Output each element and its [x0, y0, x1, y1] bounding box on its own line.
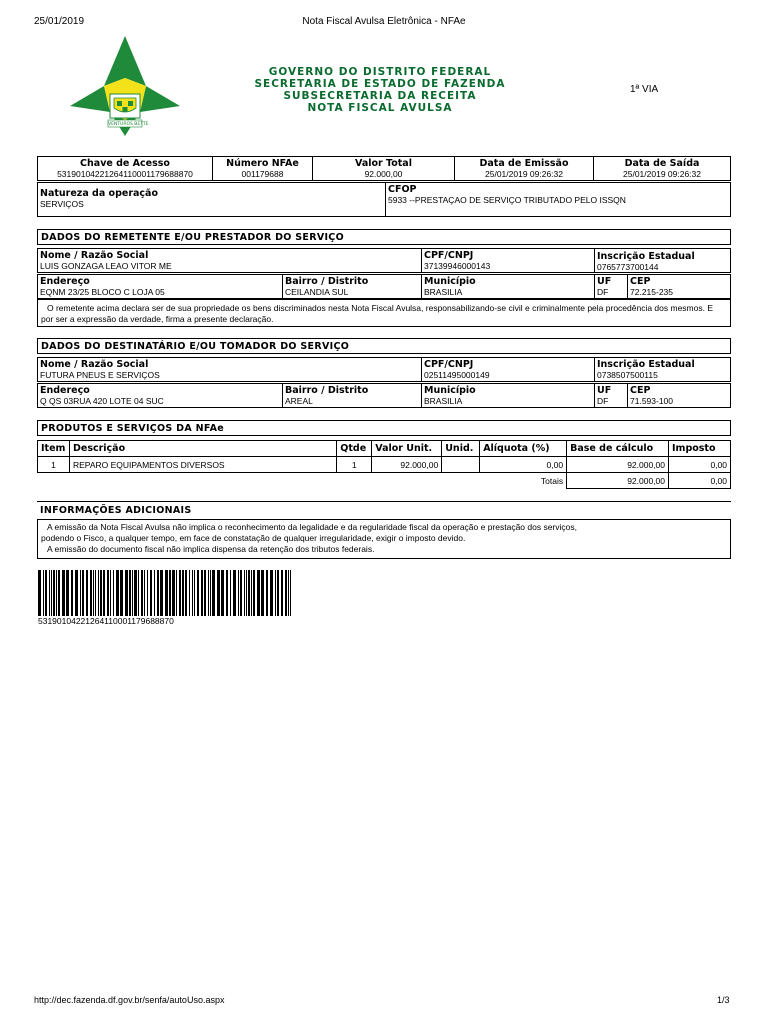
produtos-header-row	[38, 441, 731, 457]
row-base: 92.000,00	[567, 457, 669, 473]
destinatario-section-title: DADOS DO DESTINATÁRIO E/OU TOMADOR DO SERVIÇO	[37, 338, 731, 354]
produtos-table	[37, 440, 731, 489]
natureza-box	[37, 182, 731, 217]
barcode-bar	[75, 570, 78, 616]
info-line-3: A emissão do documento fiscal não implica dispensa da retenção dos tributos federais.	[47, 544, 375, 554]
barcode-bar	[116, 570, 119, 616]
barcode-bar	[244, 570, 245, 616]
info-section-title: INFORMAÇÕES ADICIONAIS	[40, 505, 192, 516]
barcode-bar	[182, 570, 184, 616]
produtos-section-title: PRODUTOS E SERVIÇOS DA NFAe	[37, 420, 731, 436]
emissao-value: 25/01/2019 09:26:32	[485, 169, 563, 179]
footer-url: http://dec.fazenda.df.gov.br/senfa/autoUso.aspx	[34, 995, 225, 1005]
chave-value: 53190104221264110001179688870	[57, 169, 193, 179]
barcode-bar	[43, 570, 44, 616]
total-base: 92.000,00	[567, 473, 669, 489]
remetente-mun-value: BRASILIA	[424, 287, 463, 297]
col-unid: Unid.	[442, 441, 480, 457]
barcode-bar	[80, 570, 81, 616]
barcode-bar	[110, 570, 111, 616]
barcode-bar	[240, 570, 242, 616]
remetente-ie-label: Inscrição Estadual	[597, 251, 695, 262]
remetente-cep-cell	[627, 275, 730, 298]
barcode-bar	[204, 570, 206, 616]
col-qtde: Qtde	[337, 441, 372, 457]
destinatario-nome-label: Nome / Razão Social	[40, 359, 149, 370]
cfop-label: CFOP	[388, 184, 417, 195]
barcode-bar	[277, 570, 279, 616]
info-line-1: A emissão da Nota Fiscal Avulsa não implica o reconhecimento da legalidade e da regularidade fiscal da operação e prestação dos serviços,	[47, 522, 577, 532]
col-aliquota: Alíquota (%)	[480, 441, 567, 457]
destinatario-bairro-value: AREAL	[285, 396, 313, 406]
saida-value: 25/01/2019 09:26:32	[623, 169, 701, 179]
col-descricao: Descrição	[69, 441, 336, 457]
natureza-label: Natureza da operação	[40, 188, 158, 199]
print-title: Nota Fiscal Avulsa Eletrônica - NFAe	[302, 16, 466, 27]
col-item: Item	[38, 441, 70, 457]
barcode-bar	[120, 570, 123, 616]
destinatario-uf-cell	[594, 384, 627, 407]
barcode-bar	[82, 570, 84, 616]
destinatario-mun-value: BRASILIA	[424, 396, 463, 406]
natureza-value: SERVIÇOS	[40, 199, 84, 209]
destinatario-uf-value: DF	[597, 396, 609, 406]
barcode-bar	[197, 570, 199, 616]
barcode-bar	[210, 570, 211, 616]
destinatario-mun-label: Município	[424, 385, 476, 396]
emissao-label: Data de Emissão	[479, 158, 569, 169]
destinatario-cpf-value: 02511495000149	[424, 370, 490, 380]
summary-box	[37, 156, 731, 181]
row-descricao: REPARO EQUIPAMENTOS DIVERSOS	[69, 457, 336, 473]
barcode-bar	[90, 570, 92, 616]
chave-label: Chave de Acesso	[80, 158, 170, 169]
barcode-bar	[113, 570, 114, 616]
remetente-nome-cell	[38, 249, 421, 272]
barcode-bar	[221, 570, 224, 616]
destinatario-uf-label: UF	[597, 385, 612, 396]
barcode-bar	[38, 570, 41, 616]
remetente-cep-label: CEP	[630, 276, 651, 287]
col-base: Base de cálculo	[567, 441, 669, 457]
remetente-cpf-value: 37139946000143	[424, 261, 491, 271]
cfop-value: 5933 --PRESTAÇAO DE SERVIÇO TRIBUTADO PELO ISSQN	[388, 195, 626, 205]
remetente-end-cell	[38, 275, 282, 298]
gov-line-2: SECRETARIA DE ESTADO DE FAZENDA	[254, 78, 506, 90]
destinatario-nome-value: FUTURA PNEUS E SERVIÇOS	[40, 370, 160, 380]
destinatario-cpf-cell	[421, 358, 594, 381]
destinatario-end-cell	[38, 384, 282, 407]
barcode-bar	[288, 570, 289, 616]
info-divider	[37, 501, 731, 502]
saida-label: Data de Saída	[624, 158, 700, 169]
barcode-bar	[261, 570, 264, 616]
via-label: 1ª VIA	[630, 84, 659, 95]
barcode-bar	[172, 570, 175, 616]
row-aliquota: 0,00	[480, 457, 567, 473]
remetente-cep-value: 72.215-235	[630, 287, 674, 297]
remetente-nome-value: LUIS GONZAGA LEAO VITOR ME	[40, 261, 172, 271]
barcode-bar	[129, 570, 131, 616]
info-box	[37, 519, 731, 559]
barcode-bar	[230, 570, 231, 616]
barcode-bar	[86, 570, 88, 616]
barcode-bar	[179, 570, 181, 616]
barcode-bar	[290, 570, 291, 616]
remetente-mun-cell	[421, 275, 594, 298]
valor-label: Valor Total	[355, 158, 412, 169]
row-imposto: 0,00	[669, 457, 731, 473]
logo-banner-text: VENTUROS BETTE	[108, 122, 149, 127]
valor-cell	[312, 157, 454, 180]
destinatario-row-1	[37, 357, 731, 382]
gov-heading	[230, 66, 530, 114]
barcode-bar	[103, 570, 105, 616]
destinatario-cep-value: 71.593-100	[630, 396, 674, 406]
barcode-bar	[62, 570, 65, 616]
barcode-bar	[53, 570, 55, 616]
barcode-bar	[201, 570, 203, 616]
gov-line-4: NOTA FISCAL AVULSA	[307, 102, 453, 114]
cfop-cell	[385, 183, 730, 216]
barcode-bar	[233, 570, 236, 616]
row-valor-unit: 92.000,00	[372, 457, 442, 473]
remetente-bairro-value: CEILANDIA SUL	[285, 287, 349, 297]
gov-line-3: SUBSECRETARIA DA RECEITA	[283, 90, 477, 102]
barcode-bar	[138, 570, 139, 616]
remetente-cpf-cell	[421, 249, 594, 272]
barcode-number: 53190104221264110001179688870	[38, 616, 174, 626]
barcode-bar	[176, 570, 177, 616]
barcode-bar	[45, 570, 47, 616]
destinatario-bairro-label: Bairro / Distrito	[285, 385, 369, 396]
destinatario-row-2	[37, 383, 731, 408]
remetente-end-value: EQNM 23/25 BLOCO C LOJA 05	[40, 287, 165, 297]
barcode-bar	[95, 570, 96, 616]
print-date: 25/01/2019	[34, 16, 85, 27]
destinatario-bairro-cell	[282, 384, 421, 407]
remetente-row-2	[37, 274, 731, 299]
table-row	[38, 457, 731, 473]
gov-line-1: GOVERNO DO DISTRITO FEDERAL	[268, 66, 492, 78]
destinatario-ie-cell	[594, 358, 730, 381]
barcode-bar	[71, 570, 73, 616]
barcode-bar	[194, 570, 195, 616]
barcode-bar	[275, 570, 276, 616]
barcode-bar	[169, 570, 171, 616]
remetente-bairro-label: Bairro / Distrito	[285, 276, 369, 287]
barcode-bar	[212, 570, 215, 616]
barcode-bar	[217, 570, 220, 616]
remetente-declaration: O remetente acima declara ser de sua propriedade os bens discriminados nesta Nota Fiscal Avulsa, responsabilizando-se civil e criminalmente pela procedência dos mesmos. E por ser a expressão da verdade, firma a presente declaração.	[37, 299, 731, 327]
saida-cell	[593, 157, 730, 180]
chave-cell	[38, 157, 212, 180]
barcode-bar	[285, 570, 287, 616]
remetente-end-label: Endereço	[40, 276, 90, 287]
barcode-bar	[253, 570, 255, 616]
col-imposto: Imposto	[669, 441, 731, 457]
barcode-bar	[125, 570, 128, 616]
barcode-bar	[58, 570, 60, 616]
barcode	[38, 570, 294, 616]
footer-page: 1/3	[717, 995, 730, 1005]
destinatario-cep-cell	[627, 384, 730, 407]
barcode-bar	[141, 570, 143, 616]
barcode-bar	[270, 570, 273, 616]
remetente-row-1	[37, 248, 731, 273]
destinatario-cpf-label: CPF/CNPJ	[424, 359, 474, 370]
barcode-bar	[147, 570, 148, 616]
remetente-mun-label: Município	[424, 276, 476, 287]
barcode-bar	[66, 570, 69, 616]
row-unid	[442, 457, 480, 473]
destinatario-end-label: Endereço	[40, 385, 90, 396]
totals-row	[38, 473, 731, 489]
barcode-bar	[134, 570, 137, 616]
row-qtde: 1	[337, 457, 372, 473]
remetente-uf-value: DF	[597, 287, 609, 297]
total-imposto: 0,00	[669, 473, 731, 489]
destinatario-mun-cell	[421, 384, 594, 407]
barcode-bar	[189, 570, 190, 616]
barcode-bar	[56, 570, 57, 616]
remetente-nome-label: Nome / Razão Social	[40, 250, 149, 261]
remetente-uf-label: UF	[597, 276, 612, 287]
barcode-bar	[257, 570, 260, 616]
row-item: 1	[38, 457, 70, 473]
numero-cell	[212, 157, 312, 180]
remetente-section-title: DADOS DO REMETENTE E/OU PRESTADOR DO SERVIÇO	[37, 229, 731, 245]
info-line-2: podendo o Fisco, a qualquer tempo, em face de constatação de qualquer irregularidade, exigir o imposto devido.	[41, 533, 466, 543]
totals-label: Totais	[38, 473, 567, 489]
destinatario-end-value: Q QS 03RUA 420 LOTE 04 SUC	[40, 396, 164, 406]
barcode-bar	[100, 570, 102, 616]
valor-value: 92.000,00	[364, 169, 403, 179]
remetente-uf-cell	[594, 275, 627, 298]
natureza-cell	[38, 183, 385, 216]
destinatario-nome-cell	[38, 358, 421, 381]
barcode-bar	[208, 570, 209, 616]
barcode-bar	[248, 570, 250, 616]
barcode-bar	[281, 570, 283, 616]
destinatario-ie-value: 0738507500115	[597, 370, 658, 380]
barcode-bar	[150, 570, 152, 616]
col-valor-unit: Valor Unit.	[372, 441, 442, 457]
barcode-bar	[51, 570, 52, 616]
destinatario-ie-label: Inscrição Estadual	[597, 359, 695, 370]
barcode-bar	[160, 570, 163, 616]
barcode-bar	[251, 570, 252, 616]
numero-value: 001179688	[241, 169, 284, 179]
barcode-bar	[266, 570, 268, 616]
remetente-ie-cell	[594, 249, 730, 272]
barcode-bar	[93, 570, 94, 616]
emissao-cell	[454, 157, 593, 180]
barcode-bar	[185, 570, 187, 616]
barcode-bar	[132, 570, 133, 616]
barcode-bar	[192, 570, 193, 616]
remetente-cpf-label: CPF/CNPJ	[424, 250, 474, 261]
barcode-bar	[154, 570, 155, 616]
barcode-bar	[226, 570, 228, 616]
barcode-bar	[238, 570, 239, 616]
barcode-bar	[144, 570, 145, 616]
barcode-bar	[49, 570, 50, 616]
barcode-bar	[107, 570, 109, 616]
barcode-bar	[246, 570, 247, 616]
remetente-ie-value: 0765773700144	[597, 262, 659, 272]
barcode-bar	[165, 570, 168, 616]
numero-label: Número NFAe	[226, 158, 299, 169]
remetente-bairro-cell	[282, 275, 421, 298]
barcode-bar	[98, 570, 99, 616]
destinatario-cep-label: CEP	[630, 385, 651, 396]
barcode-bar	[157, 570, 159, 616]
